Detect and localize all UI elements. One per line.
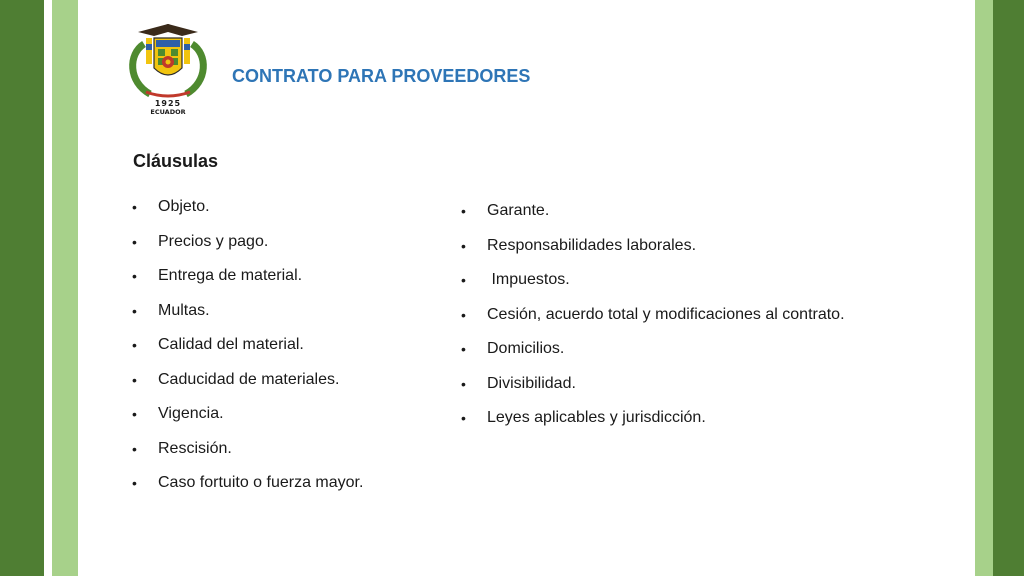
list-item: • Caso fortuito o fuerza mayor. <box>132 473 363 508</box>
right-light-green-bar <box>975 0 993 576</box>
slide-title: CONTRATO PARA PROVEEDORES <box>232 66 531 86</box>
logo-year-text: 1925 <box>154 99 182 108</box>
list-item: • Responsabilidades laborales. <box>461 236 845 271</box>
list-item: • Cesión, acuerdo total y modificaciones al contrato. <box>461 305 845 340</box>
list-item: • Leyes aplicables y jurisdicción. <box>461 408 845 443</box>
list-item: • Divisibilidad. <box>461 374 845 409</box>
logo-country-text: ECUADOR <box>150 108 186 116</box>
left-light-green-bar <box>52 0 78 576</box>
list-item: • Calidad del material. <box>132 335 363 370</box>
list-item: • Impuestos. <box>461 270 845 305</box>
coat-of-arms-icon <box>122 20 214 100</box>
coat-of-arms-logo <box>122 20 214 122</box>
list-item: • Caducidad de materiales. <box>132 370 363 405</box>
list-item: • Garante. <box>461 201 845 236</box>
left-dark-green-bar <box>0 0 44 576</box>
list-item: • Entrega de material. <box>132 266 363 301</box>
section-heading: Cláusulas <box>133 151 219 171</box>
list-item: • Domicilios. <box>461 339 845 374</box>
left-clause-list <box>132 197 363 508</box>
list-item: • Rescisión. <box>132 439 363 474</box>
list-item: • Multas. <box>132 301 363 336</box>
list-item: • Objeto. <box>132 197 363 232</box>
list-item: • Precios y pago. <box>132 232 363 267</box>
right-clause-list <box>461 201 845 443</box>
right-dark-green-bar <box>993 0 1024 576</box>
list-item: • Vigencia. <box>132 404 363 439</box>
